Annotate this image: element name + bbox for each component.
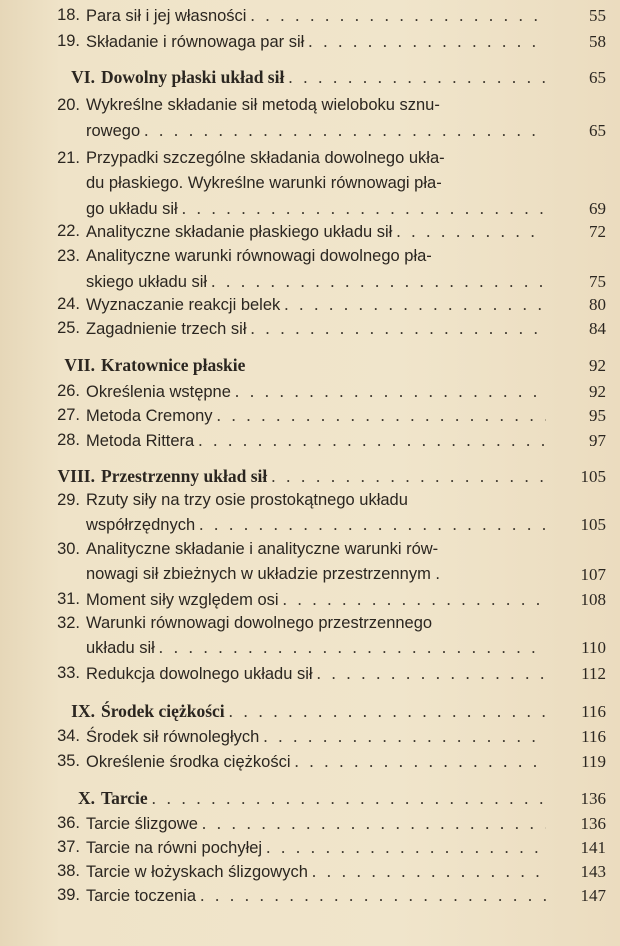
entry-number: 19.	[57, 32, 80, 50]
page-number: 112	[581, 664, 606, 683]
entry-number: 23.	[57, 247, 80, 265]
entry-title: Redukcja dowolnego układu sił	[86, 665, 313, 683]
entry-title: Para sił i jej własności	[86, 7, 247, 25]
entry-title: Rzuty siły na trzy osie prostokątnego układu	[86, 491, 408, 509]
dot-leader	[263, 725, 546, 748]
toc-section-entry	[0, 538, 620, 561]
page-number: 105	[580, 515, 606, 534]
entry-title: Dowolny płaski układ sił	[101, 67, 285, 87]
entry-number: 21.	[57, 149, 80, 167]
entry-title: Składanie i równowaga par sił	[86, 33, 305, 51]
entry-number: 31.	[57, 590, 80, 608]
toc-section-entry	[0, 197, 620, 220]
entry-number: 26.	[57, 382, 80, 400]
toc-section-entry	[0, 404, 620, 427]
toc-chapter-entry	[0, 787, 620, 810]
toc-section-entry	[0, 636, 620, 659]
dot-leader	[144, 119, 546, 142]
page-number: 65	[589, 68, 606, 87]
entry-title: Określenia wstępne	[86, 383, 231, 401]
page-number: 116	[581, 702, 606, 721]
page-number: 97	[589, 431, 606, 450]
toc-section-entry	[0, 884, 620, 907]
page-number: 116	[581, 727, 606, 746]
page-number: 92	[589, 382, 606, 401]
page-number: 58	[589, 32, 606, 51]
toc-section-entry	[0, 812, 620, 835]
toc-section-entry	[0, 750, 620, 773]
entry-title: Kratownice płaskie	[101, 355, 246, 375]
dot-leader	[295, 750, 547, 773]
entry-title: Środek ciężkości	[101, 701, 225, 721]
dot-leader	[312, 860, 546, 883]
toc-section-entry	[0, 119, 620, 142]
page-number: 136	[580, 814, 606, 833]
entry-title: Metoda Cremony	[86, 407, 213, 425]
dot-leader	[396, 220, 546, 243]
dot-leader	[159, 636, 546, 659]
toc-section-entry	[0, 612, 620, 635]
dot-leader	[198, 429, 546, 452]
toc-section-entry	[0, 30, 620, 53]
entry-number: 39.	[57, 886, 80, 904]
toc-section-entry	[0, 147, 620, 170]
page-number: 141	[580, 838, 606, 857]
page-number: 136	[580, 789, 606, 808]
toc-section-entry	[0, 513, 620, 536]
page-number: 80	[589, 295, 606, 314]
entry-number: VIII.	[57, 466, 95, 486]
toc-section-entry	[0, 380, 620, 403]
toc-section-entry	[0, 270, 620, 293]
toc-chapter-entry	[0, 700, 620, 723]
toc-section-entry	[0, 317, 620, 340]
toc-section-entry	[0, 662, 620, 685]
entry-number: 27.	[57, 406, 80, 424]
entry-number: 30.	[57, 540, 80, 558]
entry-number: 34.	[57, 727, 80, 745]
entry-number: X.	[77, 788, 95, 808]
entry-title: Przypadki szczególne składania dowolnego ukła-	[86, 149, 445, 167]
entry-number: 22.	[57, 222, 80, 240]
page-number: 84	[589, 319, 606, 338]
dot-leader	[271, 465, 546, 488]
dot-leader	[199, 513, 546, 536]
entry-title: Analityczne składanie płaskiego układu sił	[86, 223, 393, 241]
entry-title: Moment siły względem osi	[86, 591, 279, 609]
dot-leader	[251, 317, 546, 340]
entry-title: Wykreślne składanie sił metodą wieloboku sznu-	[86, 96, 440, 114]
entry-title: Tarcie ślizgowe	[86, 815, 198, 833]
entry-number: IX.	[71, 701, 95, 721]
entry-title: Analityczne warunki równowagi dowolnego pła-	[86, 247, 432, 265]
page-number: 147	[580, 886, 606, 905]
toc-chapter-entry	[0, 465, 620, 488]
entry-number: VII.	[64, 355, 95, 375]
entry-title: Warunki równowagi dowolnego przestrzennego	[86, 614, 433, 632]
entry-title: go układu sił	[86, 200, 178, 218]
entry-number: 25.	[57, 319, 80, 337]
dot-leader	[217, 404, 546, 427]
entry-title: Wyznaczanie reakcji belek	[86, 296, 281, 314]
dot-leader	[266, 836, 546, 859]
entry-number: 29.	[57, 491, 80, 509]
entry-title: układu sił	[86, 639, 155, 657]
page-number: 143	[580, 862, 606, 881]
entry-title: Tarcie	[101, 788, 148, 808]
entry-number: 24.	[57, 295, 80, 313]
page-number: 105	[580, 467, 606, 486]
entry-number: 35.	[57, 752, 80, 770]
dot-leader	[229, 700, 546, 723]
toc-section-entry	[0, 4, 620, 27]
page-number: 92	[589, 356, 606, 375]
toc-section-entry	[0, 588, 620, 611]
dot-leader	[235, 380, 546, 403]
entry-number: 20.	[57, 96, 80, 114]
entry-number: 38.	[57, 862, 80, 880]
toc-section-entry	[0, 429, 620, 452]
entry-number: 36.	[57, 814, 80, 832]
toc-section-entry	[0, 293, 620, 316]
toc-section-entry	[0, 245, 620, 268]
dot-leader	[288, 66, 546, 89]
entry-title: współrzędnych	[86, 516, 196, 534]
toc-section-entry	[0, 563, 620, 586]
page-number: 110	[581, 638, 606, 657]
toc-chapter-entry	[0, 66, 620, 89]
dot-leader	[283, 588, 546, 611]
dot-leader	[182, 197, 546, 220]
page-number: 75	[589, 272, 606, 291]
entry-number: 37.	[57, 838, 80, 856]
dot-leader	[308, 30, 546, 53]
dot-leader	[250, 4, 546, 27]
toc-section-entry	[0, 94, 620, 117]
entry-title: du płaskiego. Wykreślne warunki równowagi pła-	[86, 174, 442, 192]
entry-title: Przestrzenny układ sił	[101, 466, 268, 486]
entry-title: Tarcie toczenia	[86, 887, 197, 905]
entry-title: skiego układu sił	[86, 273, 208, 291]
entry-title: nowagi sił zbieżnych w układzie przestrzennym .	[86, 565, 440, 583]
entry-title: Określenie środka ciężkości	[86, 753, 291, 771]
page-number: 108	[580, 590, 606, 609]
entry-number: 28.	[57, 431, 80, 449]
entry-number: VI.	[71, 67, 95, 87]
toc-chapter-entry	[0, 354, 620, 377]
entry-title: rowego	[86, 122, 141, 140]
page-number: 72	[589, 222, 606, 241]
entry-number: 33.	[57, 664, 80, 682]
toc-section-entry	[0, 220, 620, 243]
page-number: 95	[589, 406, 606, 425]
page-number: 107	[580, 565, 606, 584]
toc-section-entry	[0, 489, 620, 512]
page-number: 69	[589, 199, 606, 218]
page-number: 55	[589, 6, 606, 25]
entry-title: Tarcie na równi pochyłej	[86, 839, 263, 857]
page-number: 65	[589, 121, 606, 140]
entry-title: Zagadnienie trzech sił	[86, 320, 247, 338]
dot-leader	[202, 812, 546, 835]
entry-title: Tarcie w łożyskach ślizgowych	[86, 863, 308, 881]
toc-section-entry	[0, 860, 620, 883]
dot-leader	[200, 884, 546, 907]
toc-section-entry	[0, 836, 620, 859]
page-number: 119	[581, 752, 606, 771]
entry-title: Środek sił równoległych	[86, 728, 260, 746]
dot-leader	[152, 787, 546, 810]
toc-section-entry	[0, 725, 620, 748]
dot-leader	[284, 293, 546, 316]
entry-title: Analityczne składanie i analityczne warunki rów-	[86, 540, 439, 558]
entry-number: 32.	[57, 614, 80, 632]
dot-leader	[317, 662, 546, 685]
entry-title: Metoda Rittera	[86, 432, 195, 450]
toc-section-entry	[0, 172, 620, 195]
entry-number: 18.	[57, 6, 80, 24]
dot-leader	[211, 270, 546, 293]
